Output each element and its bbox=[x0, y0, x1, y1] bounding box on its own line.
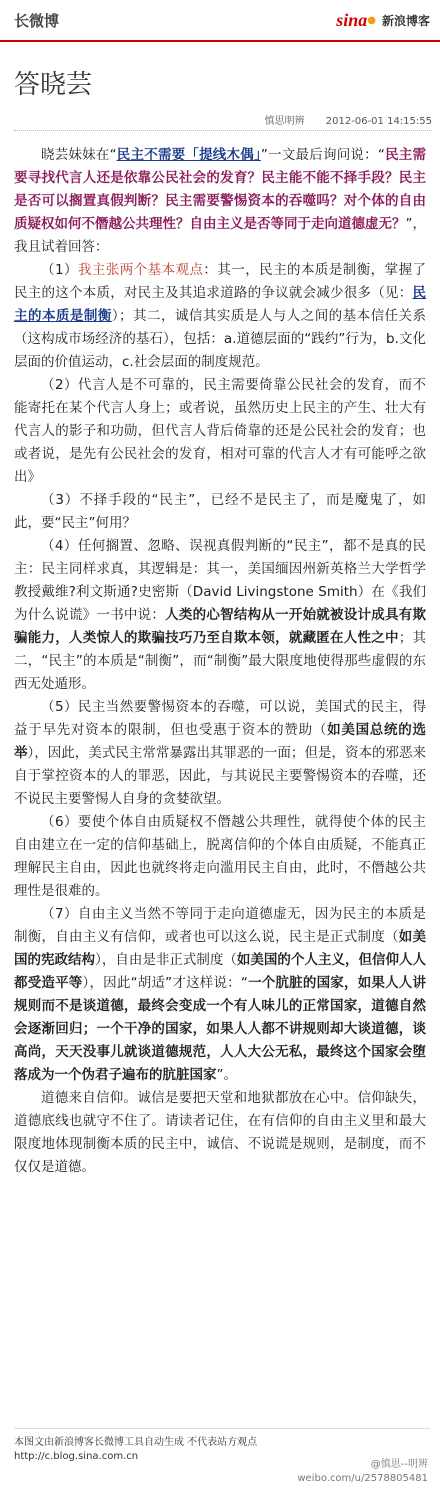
footer-link[interactable]: http://c.blog.sina.com.cn bbox=[14, 1451, 139, 1462]
paragraph-7: （7）自由主义当然不等同于走向道德虚无，因为民主的本质是制衡，自由主义有信仰，或者也可以这么说，民主是正式制度（如美国的宪政结构），自由是非正式制度（如美国的个人主义，但信仰人人都受造平等），因此“胡适”才这样说：“一个肮脏的国家，如果人人讲规则而不是谈道德，最终会变成一个有人味儿的正常国家，道德自然会逐渐回归；一个干净的国家，如果人人都不讲规则却大谈道德，谈高尚，天天没事儿就谈道德规范，人人大公无私，最终这个国家会堕落成为一个伪君子遍布的肮脏国家”。 bbox=[14, 906, 427, 1083]
paragraph-5: （5）民主当然要警惕资本的吞噬，可以说，美国式的民主，得益于早先对资本的限制，但也受惠于资本的赞助（如美国总统的选举），因此，美式民主常常暴露出其罪恶的一面；但是，资本的邪恶来自于掌控资本的人的罪恶，因此，与其说民主要警惕资本的吞噬，还不说民主要警惕人自身的贪婪欲望。 bbox=[14, 699, 427, 807]
sina-blog-logo[interactable] bbox=[336, 10, 430, 31]
article-link[interactable]: 民主的本质是制衡 bbox=[14, 285, 426, 324]
paragraph-4: （4）任何搁置、忽略、误视真假判断的“民主”，都不是真的民主：民主同样求真，其逻辑是：其一，美国缅因州新英格兰大学哲学教授戴维?利文斯通?史密斯（David Livingstone Smith）在《我们为什么说谎》一书中说：人类的心智结构从一开始就被设计成具有欺骗能力，人类惊人的欺骗技巧乃至自欺本领，就藏匿在人性之中；其二，“民主”的本质是“制衡”，而“制衡”最大限度地使得那些虚假的东西无处遁形。 bbox=[14, 538, 427, 692]
paragraph-6: （6）要使个体自由质疑权不僭越公共理性，就得使个体的民主自由建立在一定的信仰基础上，脱离信仰的个体自由质疑，不能真正理解民主自由，因此也就终将走向滥用民主自由，此时，不僭越公共理性是很难的。 bbox=[14, 814, 426, 899]
watermark-url: weibo.com/u/2578805481 bbox=[297, 1473, 428, 1484]
sina-logo-text: sina bbox=[336, 10, 368, 30]
paragraph-2: （2）代言人是不可靠的，民主需要倚靠公民社会的发育，而不能寄托在某个代言人身上；或者说，虽然历史上民主的产生、壮大有代言人的影子和功勋，但代言人背后倚靠的还是公民社会的发育；也或者说，是先有公民社会的发育，相对可靠的代言人才有可能呼之欲出》 bbox=[14, 377, 426, 485]
sina-blog-label: 新浪博客 bbox=[381, 14, 430, 28]
article-meta bbox=[247, 112, 432, 127]
weibo-watermark bbox=[297, 1458, 428, 1486]
paragraph-3: （3）不择手段的“民主”，已经不是民主了，而是魔鬼了，如此，要“民主”何用？ bbox=[14, 492, 426, 531]
brand-label: 长微博 bbox=[14, 12, 60, 30]
article-title: 答晓芸 bbox=[14, 70, 93, 100]
divider bbox=[14, 130, 432, 131]
paragraph-conclusion: 道德来自信仰。诚信是要把天堂和地狱都放在心中。信仰缺失，道德底线也就守不住了。请读者记住，在有信仰的自由主义里和最大限度地体现制衡本质的民主中，诚信、不说谎是规则，是制度，而不仅仅是道德。 bbox=[14, 1090, 426, 1175]
sina-eye-icon: ● bbox=[367, 15, 376, 26]
paragraph-intro: 晓芸妹妹在“民主不需要「提线木偶」”一文最后询问说：“民主需要寻找代言人还是依靠公民社会的发育？民主能不能不择手段？民主是否可以搁置真假判断？民主需要警惕资本的吞噬吗？对个体的自由质疑权如何不僭越公共理性？自由主义是否等同于走向道德虚无？”，我且试着回答： bbox=[14, 147, 427, 255]
footer-divider bbox=[14, 1428, 430, 1429]
article-body bbox=[14, 144, 426, 1179]
quoted-questions: 民主需要寻找代言人还是依靠公民社会的发育？民主能不能不择手段？民主是否可以搁置真假判断？民主需要警惕资本的吞噬吗？对个体的自由质疑权如何不僭越公共理性？自由主义是否等同于走向道德虚无？ bbox=[14, 147, 427, 232]
footer bbox=[14, 1436, 257, 1464]
post-datetime: 2012-06-01 14:15:55 bbox=[325, 116, 432, 127]
author-name[interactable]: 慎思明辨 bbox=[264, 116, 305, 127]
watermark-handle: @慎思--明辨 bbox=[370, 1459, 428, 1470]
paragraph-1: （1）我主张两个基本观点：其一，民主的本质是制衡，掌握了民主的这个本质，对民主及其追求道路的争议就会减少很多（见：民主的本质是制衡）；其二，诚信其实质是人与人之间的基本信任关系（这构成市场经济的基石），包括：a.道德层面的“践约”行为，b.文化层面的价值运动，c.社会层面的制度规范。 bbox=[14, 262, 427, 370]
article-link[interactable]: 民主不需要「提线木偶」 bbox=[116, 147, 261, 163]
footer-notice: 本图文由新浪博客长微博工具自动生成 不代表站方观点 bbox=[14, 1437, 258, 1448]
top-bar bbox=[0, 0, 440, 42]
highlight-text: 我主张两个基本观点 bbox=[77, 262, 204, 278]
